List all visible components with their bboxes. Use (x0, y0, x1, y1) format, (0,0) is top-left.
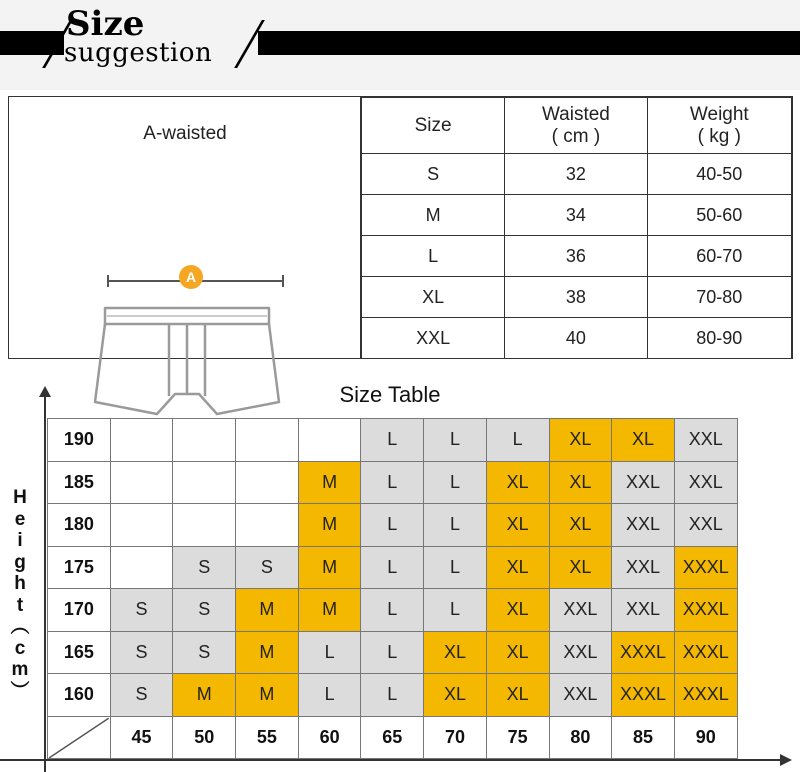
height-label-char: c (14, 637, 26, 659)
size-cell: L (361, 504, 424, 547)
diagonal-line-icon (49, 718, 109, 758)
size-cell: XXL (674, 461, 737, 504)
size-cell (236, 504, 299, 547)
size-cell: XL (549, 419, 612, 462)
size-cell: M (298, 546, 361, 589)
size-cell (173, 461, 236, 504)
banner-bar-right (258, 31, 800, 55)
table-row (362, 277, 792, 318)
size-cell: S (236, 546, 299, 589)
size-cell (173, 419, 236, 462)
weight-value: 55 (236, 716, 299, 759)
waist-label: A-waisted (143, 123, 227, 144)
banner-title: Size (66, 4, 145, 44)
height-label-char: i (17, 530, 23, 551)
cell-size: S (362, 154, 505, 195)
height-label-char: e (14, 508, 26, 530)
size-cell: XL (486, 674, 549, 717)
size-cell: XL (424, 674, 487, 717)
size-cell: XXXL (674, 589, 737, 632)
table-header-row (362, 98, 792, 154)
grid-row (48, 546, 738, 589)
size-cell: M (298, 504, 361, 547)
size-cell: XXL (549, 674, 612, 717)
product-illustration-cell (9, 97, 361, 358)
header-size: Size (362, 98, 505, 154)
cell-weight: 50-60 (647, 195, 791, 236)
grid-row (48, 589, 738, 632)
size-cell: S (173, 546, 236, 589)
weight-value: 45 (110, 716, 173, 759)
size-cell: L (361, 461, 424, 504)
height-label-char: ︶ (10, 680, 30, 702)
height-value: 180 (48, 504, 111, 547)
size-cell: M (173, 674, 236, 717)
x-axis-arrow-icon (780, 754, 792, 766)
cell-weight: 70-80 (647, 277, 791, 318)
height-label-char: h (14, 573, 26, 594)
size-cell: XL (486, 631, 549, 674)
header-weight (647, 98, 791, 154)
size-cell: L (298, 631, 361, 674)
header-banner (0, 0, 800, 90)
height-value: 175 (48, 546, 111, 589)
height-label-char: m (11, 659, 29, 680)
size-cell: XXXL (674, 674, 737, 717)
size-cell: S (110, 589, 173, 632)
size-cell (236, 461, 299, 504)
size-cell: L (361, 674, 424, 717)
size-cell: S (173, 589, 236, 632)
cell-size: XL (362, 277, 505, 318)
size-cell: L (424, 589, 487, 632)
weight-value: 65 (361, 716, 424, 759)
size-cell: S (173, 631, 236, 674)
header-waist-line2: ( cm ) (551, 125, 601, 147)
size-cell: M (236, 589, 299, 632)
weight-value: 60 (298, 716, 361, 759)
size-cell: XL (549, 504, 612, 547)
size-cell: L (361, 419, 424, 462)
size-cell: L (424, 504, 487, 547)
cell-weight: 80-90 (647, 318, 791, 359)
height-value: 160 (48, 674, 111, 717)
height-value: 165 (48, 631, 111, 674)
weight-value: 70 (424, 716, 487, 759)
size-table (361, 97, 792, 359)
size-grid (47, 418, 738, 759)
size-cell (298, 419, 361, 462)
size-cell (110, 419, 173, 462)
cell-weight: 40-50 (647, 154, 791, 195)
height-label-char: ︵ (10, 616, 30, 637)
size-cell (236, 419, 299, 462)
size-cell: XXXL (674, 546, 737, 589)
cell-waist: 38 (505, 277, 647, 318)
size-cell: XXXL (612, 631, 675, 674)
height-value: 170 (48, 589, 111, 632)
grid-corner (48, 716, 111, 759)
size-cell: L (361, 631, 424, 674)
height-axis-label (5, 487, 35, 702)
briefs-icon (87, 302, 287, 432)
size-cell (110, 546, 173, 589)
size-cell (110, 504, 173, 547)
size-cell: L (424, 419, 487, 462)
header-waist (505, 98, 647, 154)
cell-size: XXL (362, 318, 505, 359)
chart-title: Size Table (339, 382, 441, 407)
cell-waist: 40 (505, 318, 647, 359)
height-label-char: t (16, 594, 24, 616)
height-label-char: g (14, 551, 26, 573)
height-value: 185 (48, 461, 111, 504)
size-cell: XXXL (674, 631, 737, 674)
size-cell: XL (424, 631, 487, 674)
size-cell: L (361, 546, 424, 589)
size-cell: S (110, 674, 173, 717)
measure-badge: A (179, 265, 203, 289)
size-cell: XXXL (612, 674, 675, 717)
size-cell: XXL (549, 589, 612, 632)
size-cell: XL (612, 419, 675, 462)
size-cell: XL (486, 461, 549, 504)
weight-value: 80 (549, 716, 612, 759)
banner-subtitle: suggestion (64, 38, 213, 68)
size-cell: L (424, 461, 487, 504)
table-row (362, 195, 792, 236)
cell-waist: 34 (505, 195, 647, 236)
size-cell: XXL (674, 504, 737, 547)
size-cell: XL (486, 504, 549, 547)
cell-size: L (362, 236, 505, 277)
grid-row (48, 504, 738, 547)
size-cell: M (236, 674, 299, 717)
weight-value: 90 (674, 716, 737, 759)
header-waist-line1: Waisted (541, 103, 610, 125)
size-cell: S (110, 631, 173, 674)
grid-weight-row (48, 716, 738, 759)
header-weight-line1: Weight (689, 103, 749, 125)
table-row (362, 236, 792, 277)
grid-row (48, 674, 738, 717)
size-cell: L (424, 546, 487, 589)
y-axis (44, 394, 46, 772)
grid-row (48, 631, 738, 674)
height-value: 190 (48, 419, 111, 462)
size-cell: L (298, 674, 361, 717)
size-cell: XXL (612, 504, 675, 547)
size-cell: XXL (612, 546, 675, 589)
table-row (362, 318, 792, 359)
grid-row (48, 419, 738, 462)
weight-value: 75 (486, 716, 549, 759)
x-axis (0, 759, 782, 761)
grid-row (48, 461, 738, 504)
cell-waist: 32 (505, 154, 647, 195)
size-suggestion-panel (8, 96, 793, 359)
size-cell: XXL (674, 419, 737, 462)
size-cell: M (236, 631, 299, 674)
size-cell: L (361, 589, 424, 632)
size-cell: M (298, 589, 361, 632)
size-cell (110, 461, 173, 504)
cell-weight: 60-70 (647, 236, 791, 277)
weight-value: 50 (173, 716, 236, 759)
size-cell: XL (549, 546, 612, 589)
header-weight-line2: ( kg ) (697, 125, 741, 147)
cell-size: M (362, 195, 505, 236)
size-cell (173, 504, 236, 547)
size-cell: XXL (612, 589, 675, 632)
size-cell: M (298, 461, 361, 504)
table-row (362, 154, 792, 195)
height-label-char: H (13, 487, 27, 508)
size-cell: XL (549, 461, 612, 504)
size-cell: XL (486, 546, 549, 589)
size-cell: XL (486, 589, 549, 632)
size-cell: XXL (612, 461, 675, 504)
size-cell: L (486, 419, 549, 462)
cell-waist: 36 (505, 236, 647, 277)
size-cell: XXL (549, 631, 612, 674)
weight-value: 85 (612, 716, 675, 759)
